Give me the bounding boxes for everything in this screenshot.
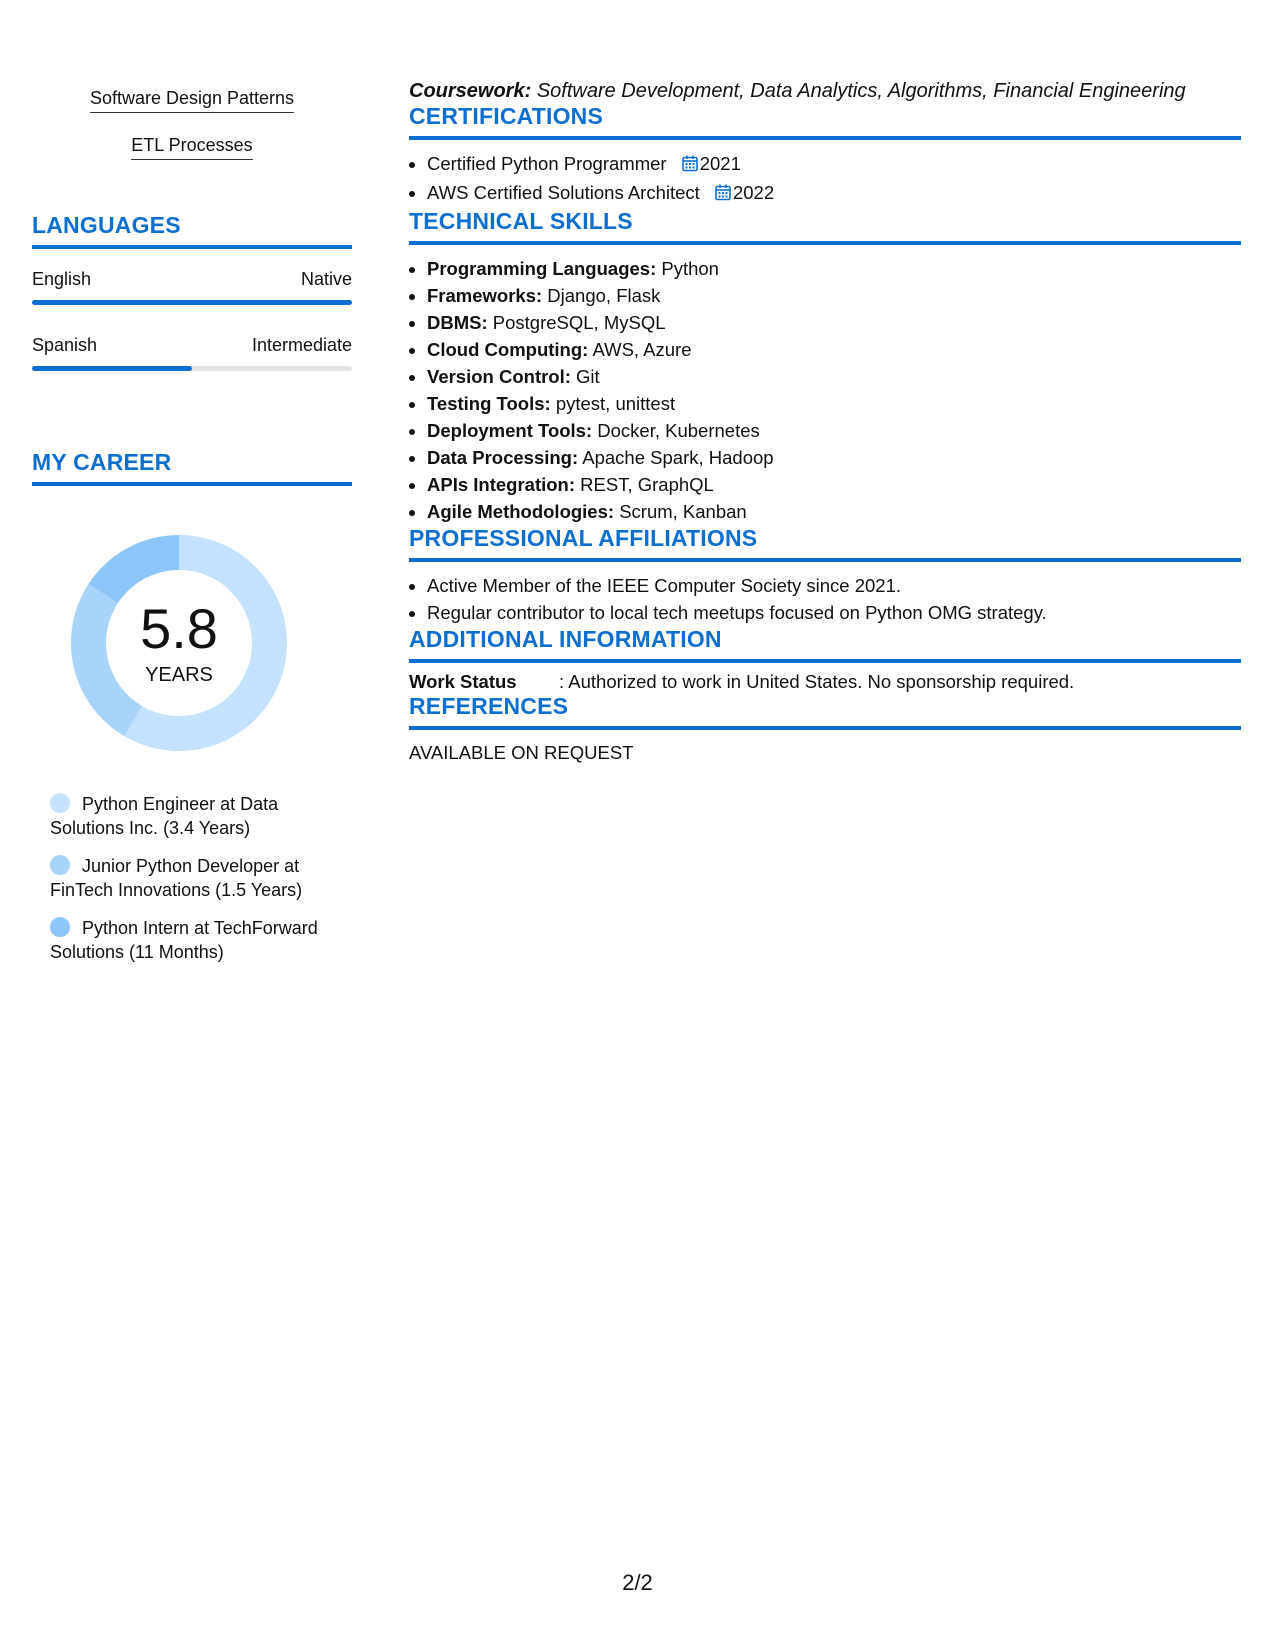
language-name: English — [32, 269, 92, 289]
skill-item — [427, 471, 1241, 498]
certification-item — [427, 179, 1241, 208]
language-item — [32, 335, 352, 371]
skill-category: DBMS: — [427, 312, 488, 333]
skill-values: Apache Spark, Hadoop — [582, 447, 774, 468]
skill-values: Scrum, Kanban — [619, 501, 747, 522]
certification-name: AWS Certified Solutions Architect — [427, 182, 700, 203]
additional-info-heading: ADDITIONAL INFORMATION — [409, 626, 1241, 663]
legend-item — [50, 792, 330, 840]
calendar-icon — [715, 181, 731, 208]
legend-dot — [50, 855, 70, 875]
skill-item — [427, 498, 1241, 525]
skill-item — [427, 282, 1241, 309]
references-heading: REFERENCES — [409, 693, 1241, 730]
skill-values: pytest, unittest — [555, 393, 676, 414]
right-column — [409, 80, 1241, 764]
skill-category: Testing Tools: — [427, 393, 551, 414]
language-proficiency-bar — [32, 300, 352, 305]
language-level: Native — [300, 269, 352, 289]
skill-item — [427, 309, 1241, 336]
certification-item — [427, 150, 1241, 179]
skill-item — [427, 255, 1241, 282]
legend-label: Junior Python Developer at FinTech Innovations (1.5 Years) — [50, 856, 303, 900]
skill-values: Django, Flask — [547, 285, 661, 306]
skill-item — [427, 417, 1241, 444]
certification-year: 2021 — [699, 153, 741, 174]
career-total-years: 5.8 — [140, 597, 218, 660]
legend-item — [50, 916, 330, 964]
career-donut-chart — [64, 528, 294, 758]
skill-item — [427, 444, 1241, 471]
left-column — [32, 80, 352, 978]
skill-category: Frameworks: — [427, 285, 543, 306]
work-status-label: Work Status — [409, 671, 517, 692]
skill-values: Python — [661, 258, 719, 279]
affiliations-heading: PROFESSIONAL AFFILIATIONS — [409, 525, 1241, 562]
skill-values: Docker, Kubernetes — [597, 420, 760, 441]
legend-dot — [50, 917, 70, 937]
legend-label: Python Intern at TechForward Solutions (11 Months) — [50, 918, 318, 962]
coursework-label: Coursework: — [409, 80, 532, 102]
career-legend — [50, 792, 330, 964]
skill-category: Agile Methodologies: — [427, 501, 615, 522]
skill-values: REST, GraphQL — [580, 474, 714, 495]
skill-values: Git — [576, 366, 600, 387]
skill-category: Deployment Tools: — [427, 420, 593, 441]
skill-category: Version Control: — [427, 366, 571, 387]
references-text: AVAILABLE ON REQUEST — [409, 742, 634, 763]
legend-label: Python Engineer at Data Solutions Inc. (3.4 Years) — [50, 794, 279, 838]
language-proficiency-fill — [32, 366, 192, 371]
skill-category: APIs Integration: — [427, 474, 576, 495]
language-name: Spanish — [32, 335, 98, 355]
certification-name: Certified Python Programmer — [427, 153, 667, 174]
skill-category: Data Processing: — [427, 447, 579, 468]
skill-tag: ETL Processes — [131, 135, 252, 160]
language-proficiency-fill — [32, 300, 352, 305]
coursework-text: Software Development, Data Analytics, Algorithms, Financial Engineering — [536, 80, 1186, 102]
calendar-icon — [682, 152, 698, 179]
career-total-unit: YEARS — [145, 664, 213, 686]
language-item — [32, 269, 352, 305]
affiliations-list — [409, 572, 1241, 626]
legend-item — [50, 854, 330, 902]
skill-item — [427, 363, 1241, 390]
languages-heading: LANGUAGES — [32, 212, 352, 249]
work-status-value: : Authorized to work in United States. No sponsorship required. — [559, 671, 1075, 692]
certification-year: 2022 — [732, 182, 775, 203]
work-status-row — [409, 671, 1241, 693]
language-level: Intermediate — [251, 335, 352, 355]
affiliation-item: • Active Member of the IEEE Computer Society since 2021. — [427, 572, 1241, 599]
skill-tags — [32, 80, 352, 174]
skill-values: AWS, Azure — [592, 339, 692, 360]
skill-category: Programming Languages: — [427, 258, 657, 279]
career-heading: MY CAREER — [32, 449, 352, 486]
technical-skills-heading: TECHNICAL SKILLS — [409, 208, 1241, 245]
certifications-list — [409, 150, 1241, 208]
skill-values: PostgreSQL, MySQL — [492, 312, 666, 333]
page-number: 2/2 — [622, 1570, 653, 1595]
certifications-heading: CERTIFICATIONS — [409, 103, 1241, 140]
skill-tag: Software Design Patterns — [90, 88, 294, 113]
skill-category: Cloud Computing: — [427, 339, 589, 360]
skill-item — [427, 390, 1241, 417]
coursework-line — [409, 80, 1241, 103]
affiliation-item: • Regular contributor to local tech meetups focused on Python OMG strategy. — [427, 599, 1241, 626]
skill-item — [427, 336, 1241, 363]
technical-skills-list — [409, 255, 1241, 525]
legend-dot — [50, 793, 70, 813]
language-proficiency-bar — [32, 366, 352, 371]
